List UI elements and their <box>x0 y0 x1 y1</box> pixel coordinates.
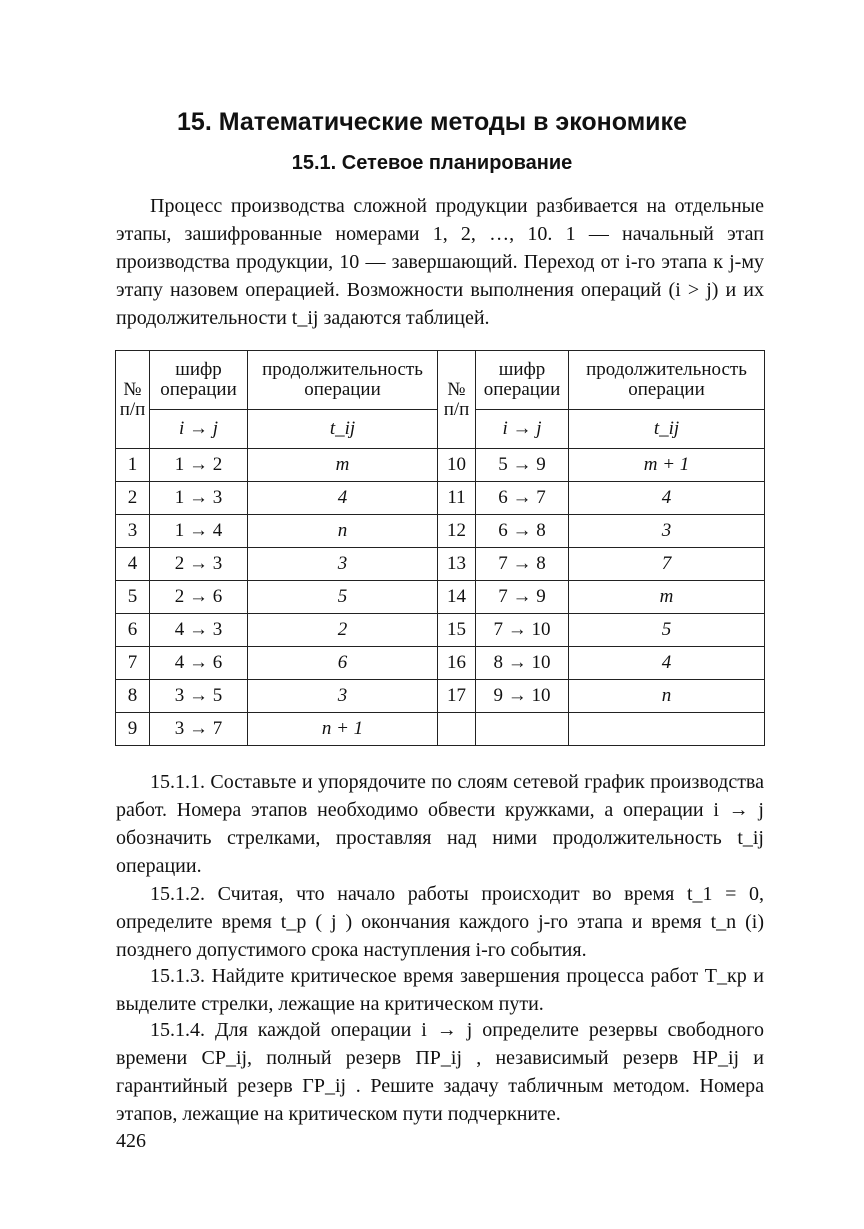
operation-duration: 2 <box>248 614 438 647</box>
table-row <box>116 680 765 713</box>
chapter-title: 15. Математические методы в экономике <box>177 108 687 136</box>
table-row <box>116 482 765 515</box>
operation-code: 3 → 5 <box>150 680 248 713</box>
operation-code: 7 → 10 <box>476 614 569 647</box>
operation-duration: m <box>248 449 438 482</box>
header-duration: продолжительность операции <box>569 351 765 410</box>
operations-table <box>115 350 765 746</box>
operation-code: 1 → 4 <box>150 515 248 548</box>
table-row <box>116 581 765 614</box>
operation-duration: 5 <box>569 614 765 647</box>
operation-code: 3 → 7 <box>150 713 248 746</box>
row-number: 7 <box>116 647 150 680</box>
subheader-duration: t_ij <box>569 410 765 449</box>
header-num: № п/п <box>116 351 150 449</box>
operation-duration: 4 <box>569 482 765 515</box>
operation-code: 6 → 7 <box>476 482 569 515</box>
row-number: 8 <box>116 680 150 713</box>
task-15-1-1: 15.1.1. Составьте и упорядочите по слоям сетевой график производства работ. Номера этапов необходимо обвести кружками, а операции i → j обозначить стрелками, проставляя над ними продолжительность t_ij операции. <box>116 771 764 877</box>
row-number: 10 <box>438 449 476 482</box>
operation-duration: 5 <box>248 581 438 614</box>
header-duration: продолжительность операции <box>248 351 438 410</box>
operation-code: 5 → 9 <box>476 449 569 482</box>
operation-duration: 4 <box>569 647 765 680</box>
row-number: 9 <box>116 713 150 746</box>
operation-duration: m <box>569 581 765 614</box>
operation-code: 1 → 2 <box>150 449 248 482</box>
row-number: 13 <box>438 548 476 581</box>
header-code: шифр операции <box>150 351 248 410</box>
operation-duration: 6 <box>248 647 438 680</box>
operation-duration: 4 <box>248 482 438 515</box>
row-number: 16 <box>438 647 476 680</box>
subheader-code: i → j <box>476 410 569 449</box>
subheader-duration: t_ij <box>248 410 438 449</box>
header-code: шифр операции <box>476 351 569 410</box>
operation-code <box>476 713 569 746</box>
table-row <box>116 515 765 548</box>
intro-paragraph: Процесс производства сложной продукции разбивается на отдельные этапы, зашифрованные номерами 1, 2, …, 10. 1 — начальный этап производства продукции, 10 — завершающий. Переход от i-го этапа к j-му этапу назовем операцией. Возможности выполнения операций (i > j) и их продолжительности t_ij задаются таблицей. <box>116 195 764 329</box>
operation-code: 4 → 3 <box>150 614 248 647</box>
header-num: № п/п <box>438 351 476 449</box>
table-row <box>116 647 765 680</box>
row-number: 3 <box>116 515 150 548</box>
task-15-1-2: 15.1.2. Считая, что начало работы происходит во время t_1 = 0, определите время t_p ( j ) окончания каждого j-го этапа и время t_n (i) позднего допустимого срока наступления i-го события. <box>116 883 764 961</box>
operation-code: 6 → 8 <box>476 515 569 548</box>
row-number: 6 <box>116 614 150 647</box>
row-number: 15 <box>438 614 476 647</box>
operation-duration: 3 <box>248 680 438 713</box>
row-number: 4 <box>116 548 150 581</box>
table-row <box>116 614 765 647</box>
row-number: 2 <box>116 482 150 515</box>
operation-duration: 7 <box>569 548 765 581</box>
operations-table-body <box>116 449 765 746</box>
section-title: 15.1. Сетевое планирование <box>291 152 573 174</box>
row-number <box>438 713 476 746</box>
subheader-code: i → j <box>150 410 248 449</box>
row-number: 17 <box>438 680 476 713</box>
operation-duration <box>569 713 765 746</box>
operation-code: 8 → 10 <box>476 647 569 680</box>
operation-duration: 3 <box>248 548 438 581</box>
row-number: 11 <box>438 482 476 515</box>
table-row <box>116 449 765 482</box>
operation-code: 9 → 10 <box>476 680 569 713</box>
table-row <box>116 713 765 746</box>
row-number: 14 <box>438 581 476 614</box>
operation-code: 2 → 6 <box>150 581 248 614</box>
operation-duration: 3 <box>569 515 765 548</box>
operation-duration: n <box>569 680 765 713</box>
operation-duration: n + 1 <box>248 713 438 746</box>
page-number: 426 <box>116 1130 146 1152</box>
operation-duration: m + 1 <box>569 449 765 482</box>
row-number: 12 <box>438 515 476 548</box>
operation-code: 7 → 9 <box>476 581 569 614</box>
operation-code: 2 → 3 <box>150 548 248 581</box>
operation-code: 4 → 6 <box>150 647 248 680</box>
operation-code: 1 → 3 <box>150 482 248 515</box>
operation-code: 7 → 8 <box>476 548 569 581</box>
task-15-1-4: 15.1.4. Для каждой операции i → j определите резервы свободного времени СР_ij, полный резерв ПР_ij , независимый резерв НР_ij и гарантийный резерв ГР_ij . Решите задачу табличным методом. Номера этапов, лежащие на критическом пути подчеркните. <box>116 1019 764 1125</box>
table-row <box>116 548 765 581</box>
row-number: 1 <box>116 449 150 482</box>
row-number: 5 <box>116 581 150 614</box>
task-15-1-3: 15.1.3. Найдите критическое время завершения процесса работ T_кр и выделите стрелки, лежащие на критическом пути. <box>116 965 764 1015</box>
operation-duration: n <box>248 515 438 548</box>
